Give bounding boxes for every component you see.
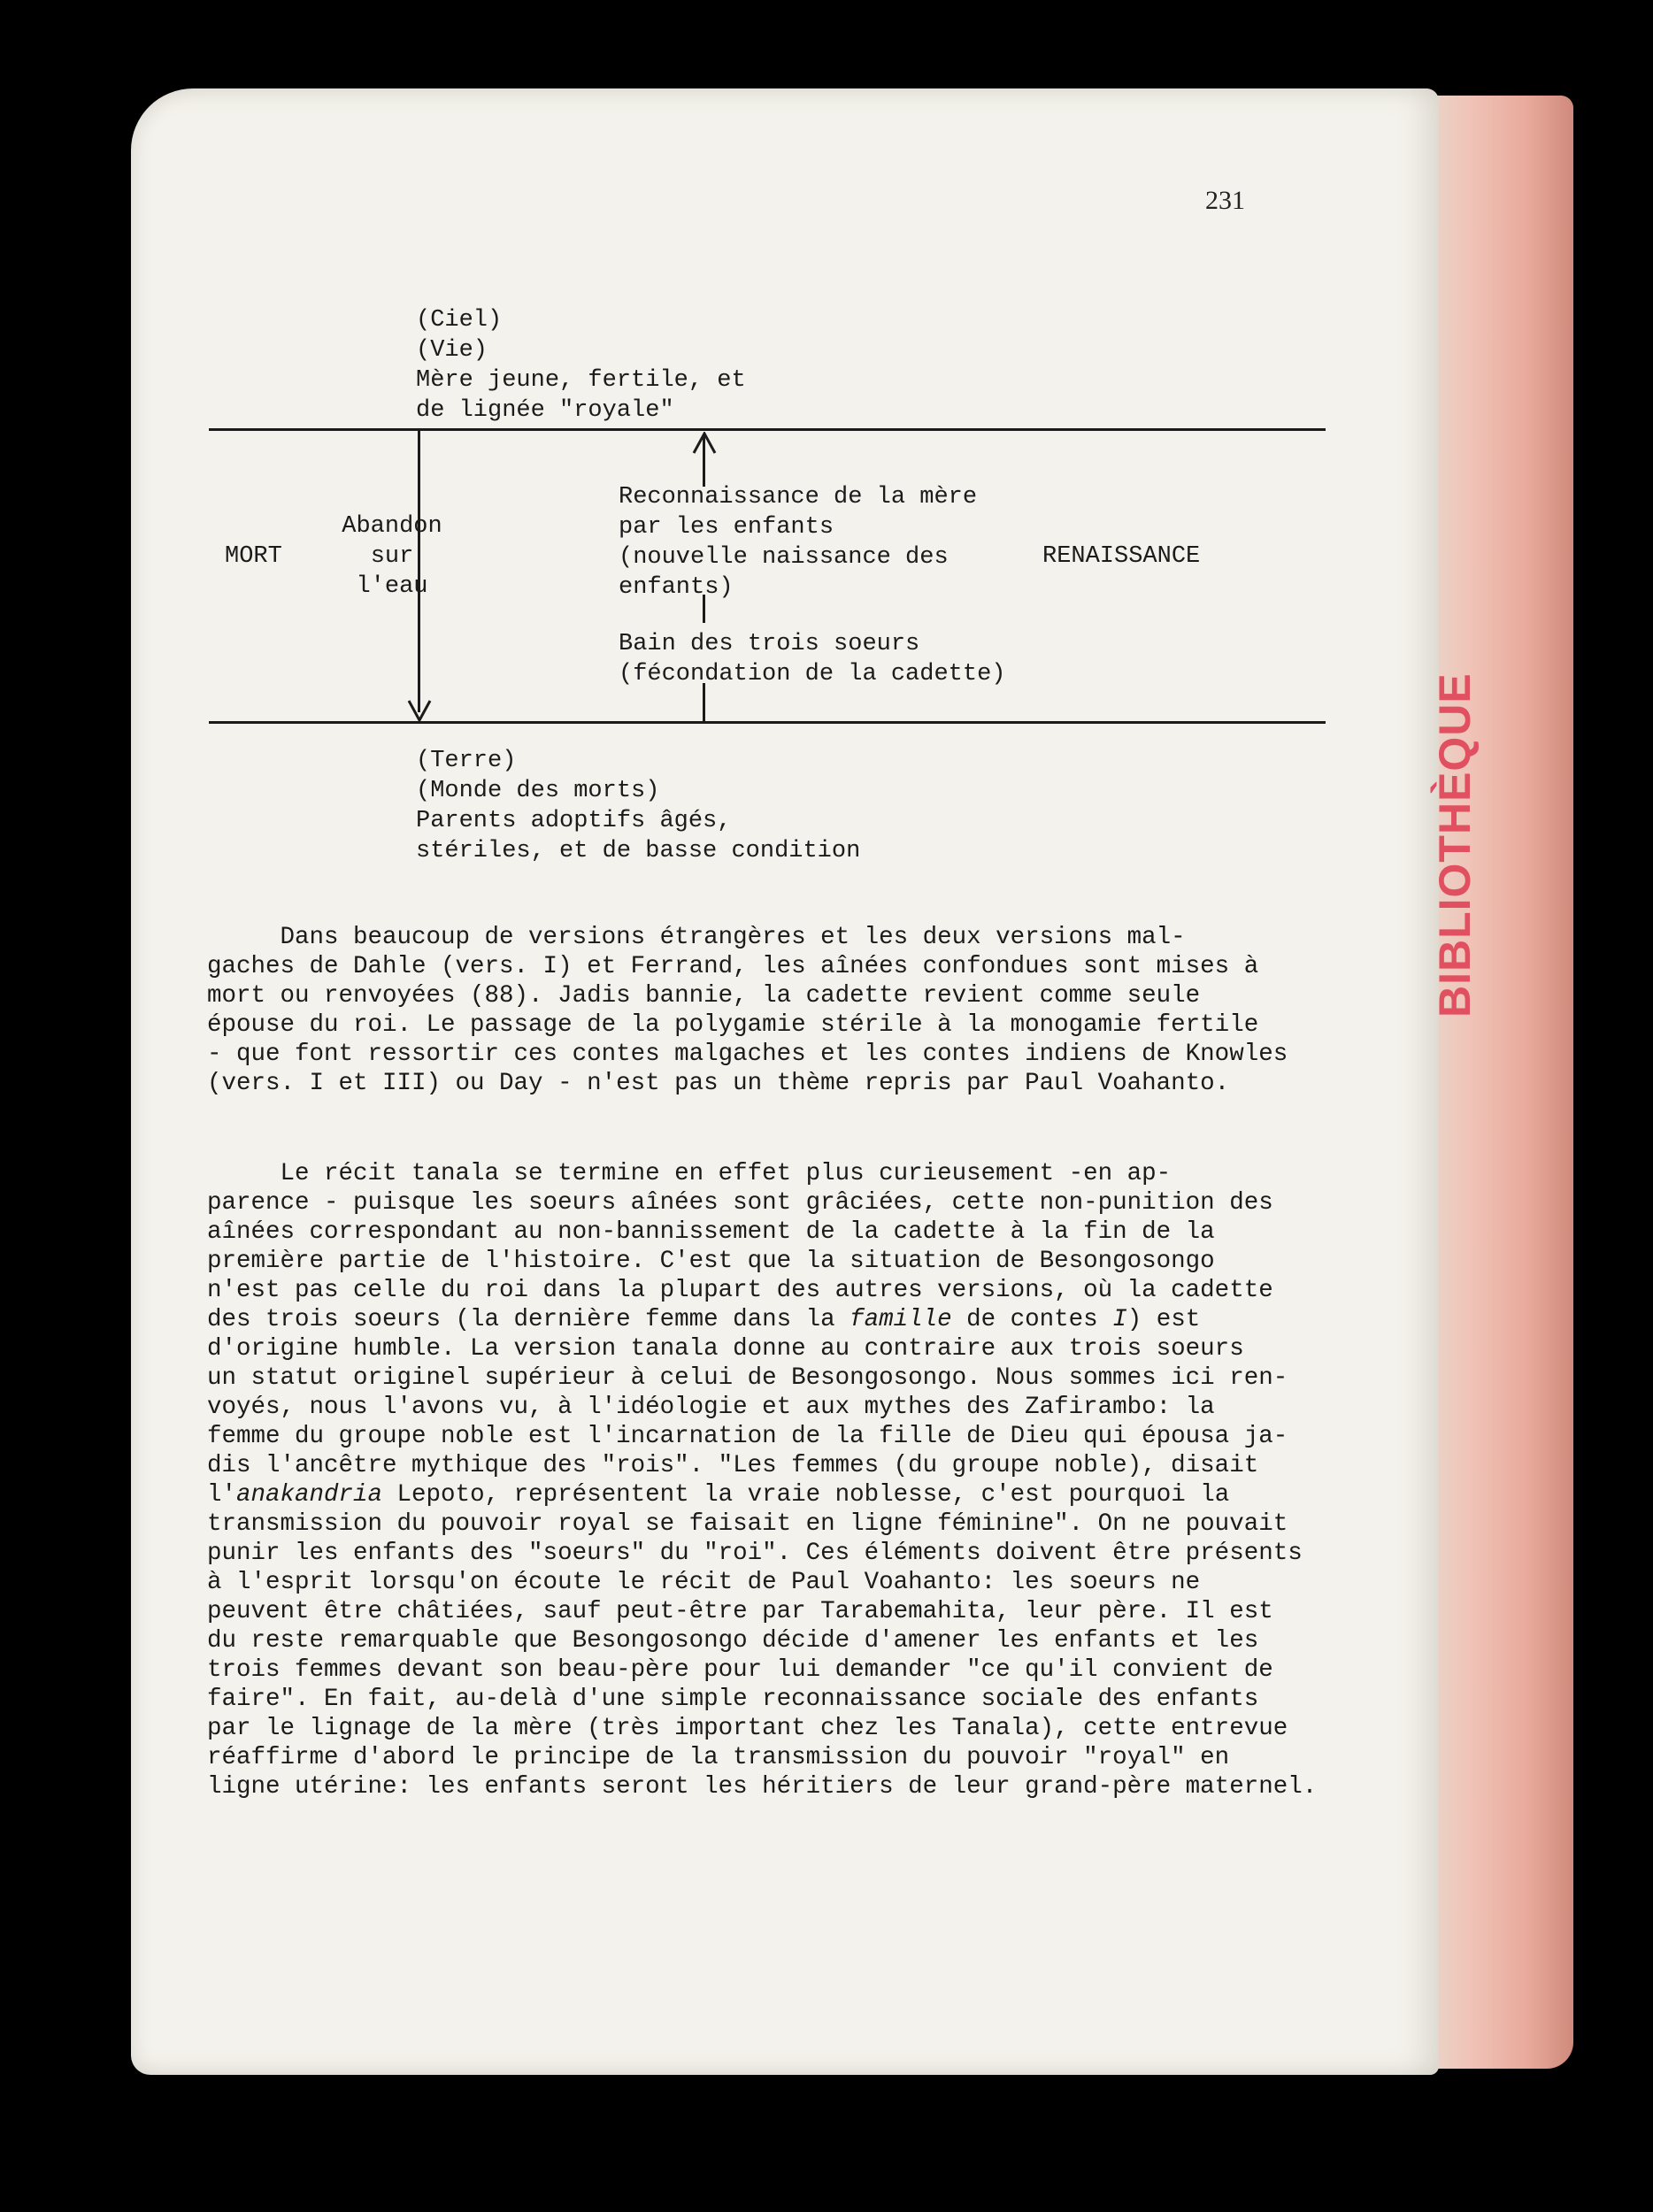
- paragraph-line: épouse du roi. Le passage de la polygamie stérile à la monogamie fertile: [207, 1011, 1259, 1039]
- library-stamp: BIBLIOTHÈQUE: [1430, 672, 1480, 1018]
- paragraph-line: première partie de l'histoire. C'est que la situation de Besongosongo: [207, 1248, 1215, 1275]
- reconnaissance-line: enfants): [619, 574, 734, 601]
- abandon-line: l'eau: [356, 573, 428, 600]
- text-run: l': [207, 1481, 237, 1509]
- paragraph-line: faire". En fait, au-delà d'une simple reconnaissance sociale des enfants: [207, 1686, 1259, 1713]
- diagram-bottom-line: (Monde des morts): [416, 778, 660, 804]
- up-arrow-shaft-top: [703, 435, 705, 487]
- paragraph-line: femme du groupe noble est l'incarnation de la fille de Dieu qui épousa ja-: [207, 1423, 1288, 1450]
- paragraph-line: [207, 1480, 1331, 1509]
- paragraph-line: d'origine humble. La version tanala donne au contraire aux trois soeurs: [207, 1335, 1244, 1363]
- page-number: 231: [1205, 186, 1245, 215]
- text-run: ) est: [1126, 1306, 1201, 1333]
- paragraph-line: transmission du pouvoir royal se faisait en ligne féminine". On ne pouvait: [207, 1510, 1288, 1538]
- diagram-top-line: Mère jeune, fertile, et: [416, 367, 746, 394]
- reconnaissance-line: (nouvelle naissance des: [619, 544, 949, 571]
- italic-term: famille: [850, 1306, 952, 1333]
- italic-term: anakandria: [236, 1481, 383, 1509]
- abandon-line: sur: [370, 543, 414, 570]
- paragraph-line: gaches de Dahle (vers. I) et Ferrand, les aînées confondues sont mises à: [207, 953, 1259, 980]
- diagram-bottom-rule: [209, 721, 1326, 724]
- down-arrow-icon: [407, 699, 432, 724]
- paragraph-2: [207, 1159, 1331, 1801]
- diagram-bottom-line: stériles, et de basse condition: [416, 838, 861, 864]
- paragraph-line: un statut originel supérieur à celui de Besongosongo. Nous sommes ici ren-: [207, 1364, 1288, 1392]
- reconnaissance-line: Reconnaissance de la mère: [619, 484, 978, 511]
- diagram-top-line: (Vie): [416, 337, 488, 364]
- text-run: de contes: [951, 1306, 1113, 1333]
- paragraph-line: par le lignage de la mère (très important chez les Tanala), cette entrevue: [207, 1715, 1288, 1742]
- text-run: Lepoto, représentent la vraie noblesse, c'est pourquoi la: [382, 1481, 1230, 1509]
- paragraph-line: parence - puisque les soeurs aînées sont grâciées, cette non-punition des: [207, 1189, 1273, 1217]
- diagram-bottom-line: (Terre): [416, 748, 517, 774]
- paragraph-line: ligne utérine: les enfants seront les héritiers de leur grand-père maternel.: [207, 1773, 1318, 1801]
- book-page-edges: [1423, 96, 1573, 2069]
- paragraph-line: Le récit tanala se termine en effet plus curieusement -en ap-: [207, 1160, 1172, 1187]
- paragraph-line: à l'esprit lorsqu'on écoute le récit de Paul Voahanto: les soeurs ne: [207, 1569, 1201, 1596]
- diagram-bain: [619, 629, 1005, 689]
- diagram-reconnaissance: [619, 482, 977, 603]
- paragraph-line: mort ou renvoyées (88). Jadis bannie, la cadette revient comme seule: [207, 982, 1201, 1010]
- abandon-line: Abandon: [342, 513, 442, 540]
- paragraph-line: [207, 1305, 1331, 1334]
- reconnaissance-line: par les enfants: [619, 514, 834, 541]
- diagram-bottom-line: Parents adoptifs âgés,: [416, 808, 732, 834]
- paragraph-line: réaffirme d'abord le principe de la transmission du pouvoir "royal" en: [207, 1744, 1230, 1771]
- paragraph-line: voyés, nous l'avons vu, à l'idéologie et aux mythes des Zafirambo: la: [207, 1394, 1215, 1421]
- paragraph-line: dis l'ancêtre mythique des "rois". "Les femmes (du groupe noble), disait: [207, 1452, 1259, 1479]
- paragraph-line: peuvent être châtiées, sauf peut-être par Tarabemahita, leur père. Il est: [207, 1598, 1273, 1625]
- paragraph-1: [207, 923, 1331, 1098]
- diagram-mort-label: MORT: [225, 543, 282, 570]
- italic-term: I: [1112, 1306, 1127, 1333]
- paragraph-line: du reste remarquable que Besongosongo décide d'amener les enfants et les: [207, 1627, 1259, 1655]
- paragraph-line: punir les enfants des "soeurs" du "roi". Ces éléments doivent être présents: [207, 1540, 1303, 1567]
- paragraph-line: aînées correspondant au non-bannissement de la cadette à la fin de la: [207, 1218, 1215, 1246]
- diagram-top-rule: [209, 428, 1326, 431]
- paragraph-line: Dans beaucoup de versions étrangères et les deux versions mal-: [207, 924, 1186, 951]
- diagram-top-block: [416, 305, 746, 426]
- paragraph-line: - que font ressortir ces contes malgaches et les contes indiens de Knowles: [207, 1041, 1288, 1068]
- bain-line: Bain des trois soeurs: [619, 631, 920, 657]
- paragraph-line: (vers. I et III) ou Day - n'est pas un thème repris par Paul Voahanto.: [207, 1070, 1230, 1097]
- paragraph-line: trois femmes devant son beau-père pour lui demander "ce qu'il convient de: [207, 1656, 1273, 1684]
- diagram-top-line: (Ciel): [416, 307, 503, 334]
- text-run: des trois soeurs (la dernière femme dans la: [207, 1306, 850, 1333]
- diagram-bottom-block: [416, 746, 860, 866]
- diagram-abandon: [336, 511, 448, 602]
- paragraph-line: n'est pas celle du roi dans la plupart des autres versions, où la cadette: [207, 1277, 1273, 1304]
- diagram-renaissance-label: RENAISSANCE: [1042, 543, 1201, 570]
- bain-line: (fécondation de la cadette): [619, 661, 1006, 687]
- diagram-top-line: de lignée "royale": [416, 397, 674, 424]
